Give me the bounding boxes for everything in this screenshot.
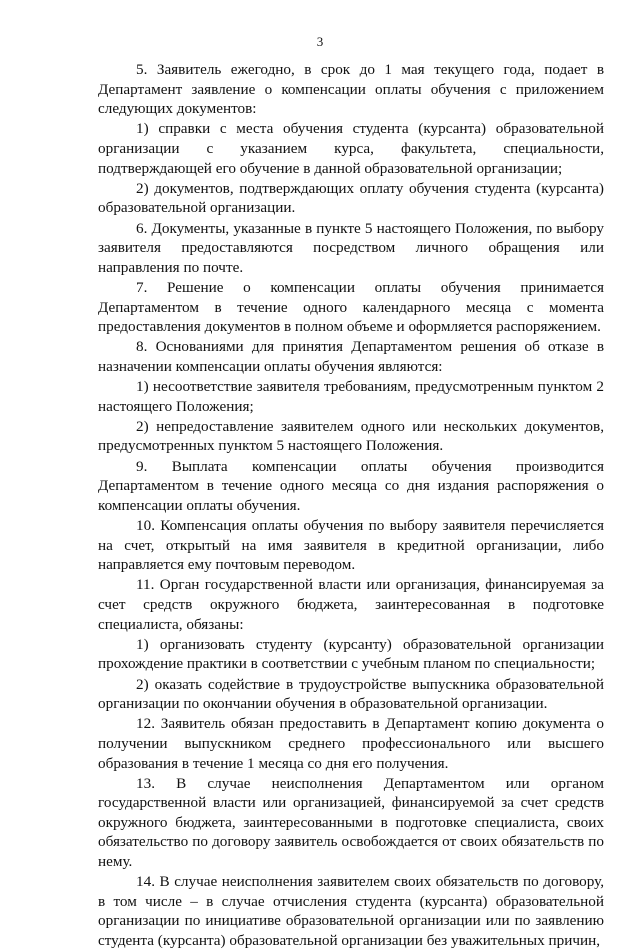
paragraph-13: 13. В случае неисполнения Департаментом или органом государственной власти или организацией, финансируемой за счет средств окружного бюджета, заинтересованными в подготовке специалиста, своих обязательство по договору заявитель освобождается от своих обязательств по нему. — [98, 774, 604, 871]
paragraph-5: 5. Заявитель ежегодно, в срок до 1 мая текущего года, подает в Департамент заявление о компенсации оплаты обучения с приложением следующих документов: — [98, 61, 604, 118]
paragraph-6: 6. Документы, указанные в пункте 5 настоящего Положения, по выбору заявителя предоставляются посредством личного обращения или направления по почте. — [98, 219, 604, 276]
paragraph-7: 7. Решение о компенсации оплаты обучения принимается Департаментом в течение одного календарного месяца с момента предоставления документов в полном объеме и оформляется распоряжением. — [98, 278, 604, 336]
paragraph-9: 9. Выплата компенсации оплаты обучения производится Департаментом в течение одного месяца со дня издания распоряжения о компенсации оплаты обучения. — [98, 457, 604, 514]
paragraph-10: 10. Компенсация оплаты обучения по выбору заявителя перечисляется на счет, открытый на имя заявителя в кредитной организации, либо направляется ему почтовым переводом. — [98, 517, 604, 574]
page-number: 3 — [316, 34, 324, 49]
paragraph-8-item-2: 2) непредоставление заявителем одного или нескольких документов, предусмотренных пунктом 5 настоящего Положения. — [98, 417, 604, 455]
paragraph-5-item-2: 2) документов, подтверждающих оплату обучения студента (курсанта) образовательной организации. — [98, 179, 604, 217]
paragraph-11: 11. Орган государственной власти или организация, финансируемая за счет средств окружного бюджета, заинтересованная в подготовке специалиста, обязаны: — [98, 576, 604, 633]
paragraph-8: 8. Основаниями для принятия Департаментом решения об отказе в назначении компенсации оплаты обучения являются: — [98, 338, 604, 375]
document-body — [98, 60, 604, 951]
paragraph-5-item-1: 1) справки с места обучения студента (курсанта) образовательной организации с указанием курса, факультета, специальности, подтверждающей его обучение в данной образовательной организации; — [98, 120, 604, 177]
paragraph-11-item-2: 2) оказать содействие в трудоустройстве выпускника образовательной организации по окончании обучения в образовательной организации. — [98, 675, 604, 713]
paragraph-14: 14. В случае неисполнения заявителем своих обязательств по договору, в том числе – в случае отчисления студента (курсанта) образовательной организации по инициативе образовательной организации или по заявлению студента (курсанта) образовательной организации без уважительных причин, — [98, 873, 604, 950]
paragraph-11-item-1: 1) организовать студенту (курсанту) образовательной организации прохождение практики в соответствии с учебным планом по специальности; — [98, 635, 604, 673]
paragraph-8-item-1: 1) несоответствие заявителя требованиям, предусмотренным пунктом 2 настоящего Положения; — [98, 378, 604, 415]
paragraph-12: 12. Заявитель обязан предоставить в Департамент копию документа о получении выпускником среднего профессионального или высшего образования в течение 1 месяца со дня его получения. — [98, 715, 604, 772]
